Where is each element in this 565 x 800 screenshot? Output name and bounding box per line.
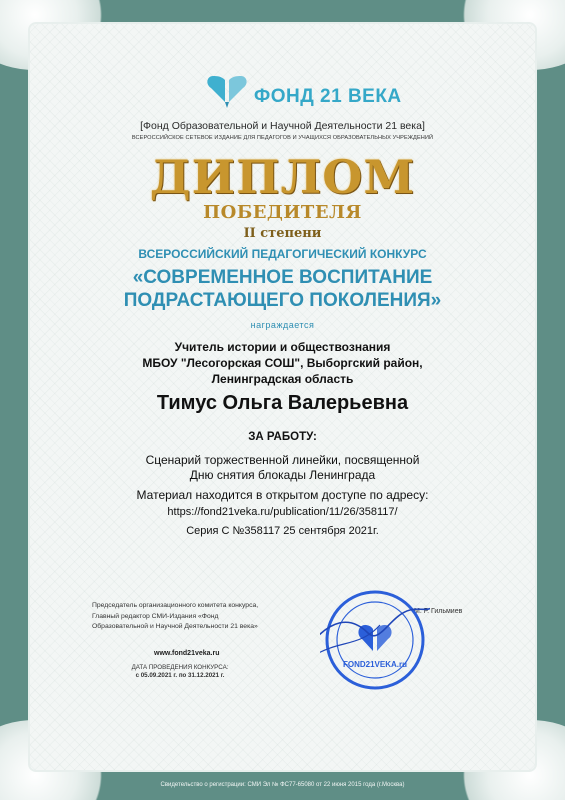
chair-line: Председатель организационного комитета конкурса, bbox=[92, 602, 259, 609]
diploma-title: ДИПЛОМ bbox=[149, 150, 416, 204]
contest-type: ВСЕРОССИЙСКИЙ ПЕДАГОГИЧЕСКИЙ КОНКУРС bbox=[138, 247, 427, 261]
brand-name: ФОНД 21 ВЕКА bbox=[254, 86, 402, 107]
position-line: Учитель истории и обществознания bbox=[174, 340, 391, 354]
contest-name-line: «СОВРЕМЕННОЕ ВОСПИТАНИЕ bbox=[132, 267, 433, 288]
official-stamp bbox=[320, 585, 430, 695]
chair-title bbox=[92, 601, 292, 633]
signatory-name: М. Р. Гильмиев bbox=[414, 608, 463, 615]
access-label: Материал находится в открытом доступе по адресу: bbox=[136, 488, 429, 502]
contest-name bbox=[0, 266, 565, 312]
website-link[interactable]: www.fond21veka.ru bbox=[154, 650, 220, 657]
contest-dates bbox=[125, 664, 235, 680]
series-number: Серия С №358117 25 сентября 2021г. bbox=[186, 525, 379, 537]
registration-note: Свидетельство о регистрации: СМИ Эл № ФС77-65080 от 22 июня 2015 года (г.Москва) bbox=[160, 782, 405, 788]
work-title-line: Сценарий торжественной линейки, посвященной bbox=[145, 453, 420, 467]
work-title-line: Дню снятия блокады Ленинграда bbox=[189, 468, 376, 482]
chair-line: Образовательной и Научной Деятельности 21 века» bbox=[92, 623, 258, 630]
recipient-name: Тимус Ольга Валерьевна bbox=[156, 392, 409, 414]
stamp-text: FOND21VEKA.ru bbox=[342, 660, 408, 669]
diploma-subtitle: ПОБЕДИТЕЛЯ bbox=[203, 202, 362, 223]
awarded-label: награждается bbox=[250, 320, 315, 330]
foundation-name: [Фонд Образовательной и Научной Деятельности 21 века] bbox=[140, 120, 425, 132]
diploma-degree: II степени bbox=[243, 226, 322, 241]
contest-name-line: ПОДРАСТАЮЩЕГО ПОКОЛЕНИЯ» bbox=[123, 290, 442, 311]
fond-logo-icon bbox=[205, 72, 249, 110]
dates-label: ДАТА ПРОВЕДЕНИЯ КОНКУРСА: bbox=[131, 664, 229, 671]
publication-url[interactable]: https://fond21veka.ru/publication/11/26/358117/ bbox=[167, 506, 398, 518]
work-label: ЗА РАБОТУ: bbox=[248, 431, 317, 443]
recipient-position bbox=[0, 339, 565, 387]
edition-line: ВСЕРОССИЙСКОЕ СЕТЕВОЕ ИЗДАНИЕ ДЛЯ ПЕДАГОГОВ И УЧАЩИХСЯ ОБРАЗОВАТЕЛЬНЫХ УЧРЕЖДЕНИЙ bbox=[131, 135, 434, 141]
chair-line: Главный редактор СМИ-Издания «Фонд bbox=[92, 612, 219, 620]
dates-value: с 05.09.2021 г. по 31.12.2021 г. bbox=[135, 672, 225, 679]
work-title bbox=[0, 453, 565, 483]
position-line: Ленинградская область bbox=[211, 372, 354, 386]
position-line: МБОУ "Лесогорская СОШ", Выборгский район, bbox=[142, 356, 423, 370]
